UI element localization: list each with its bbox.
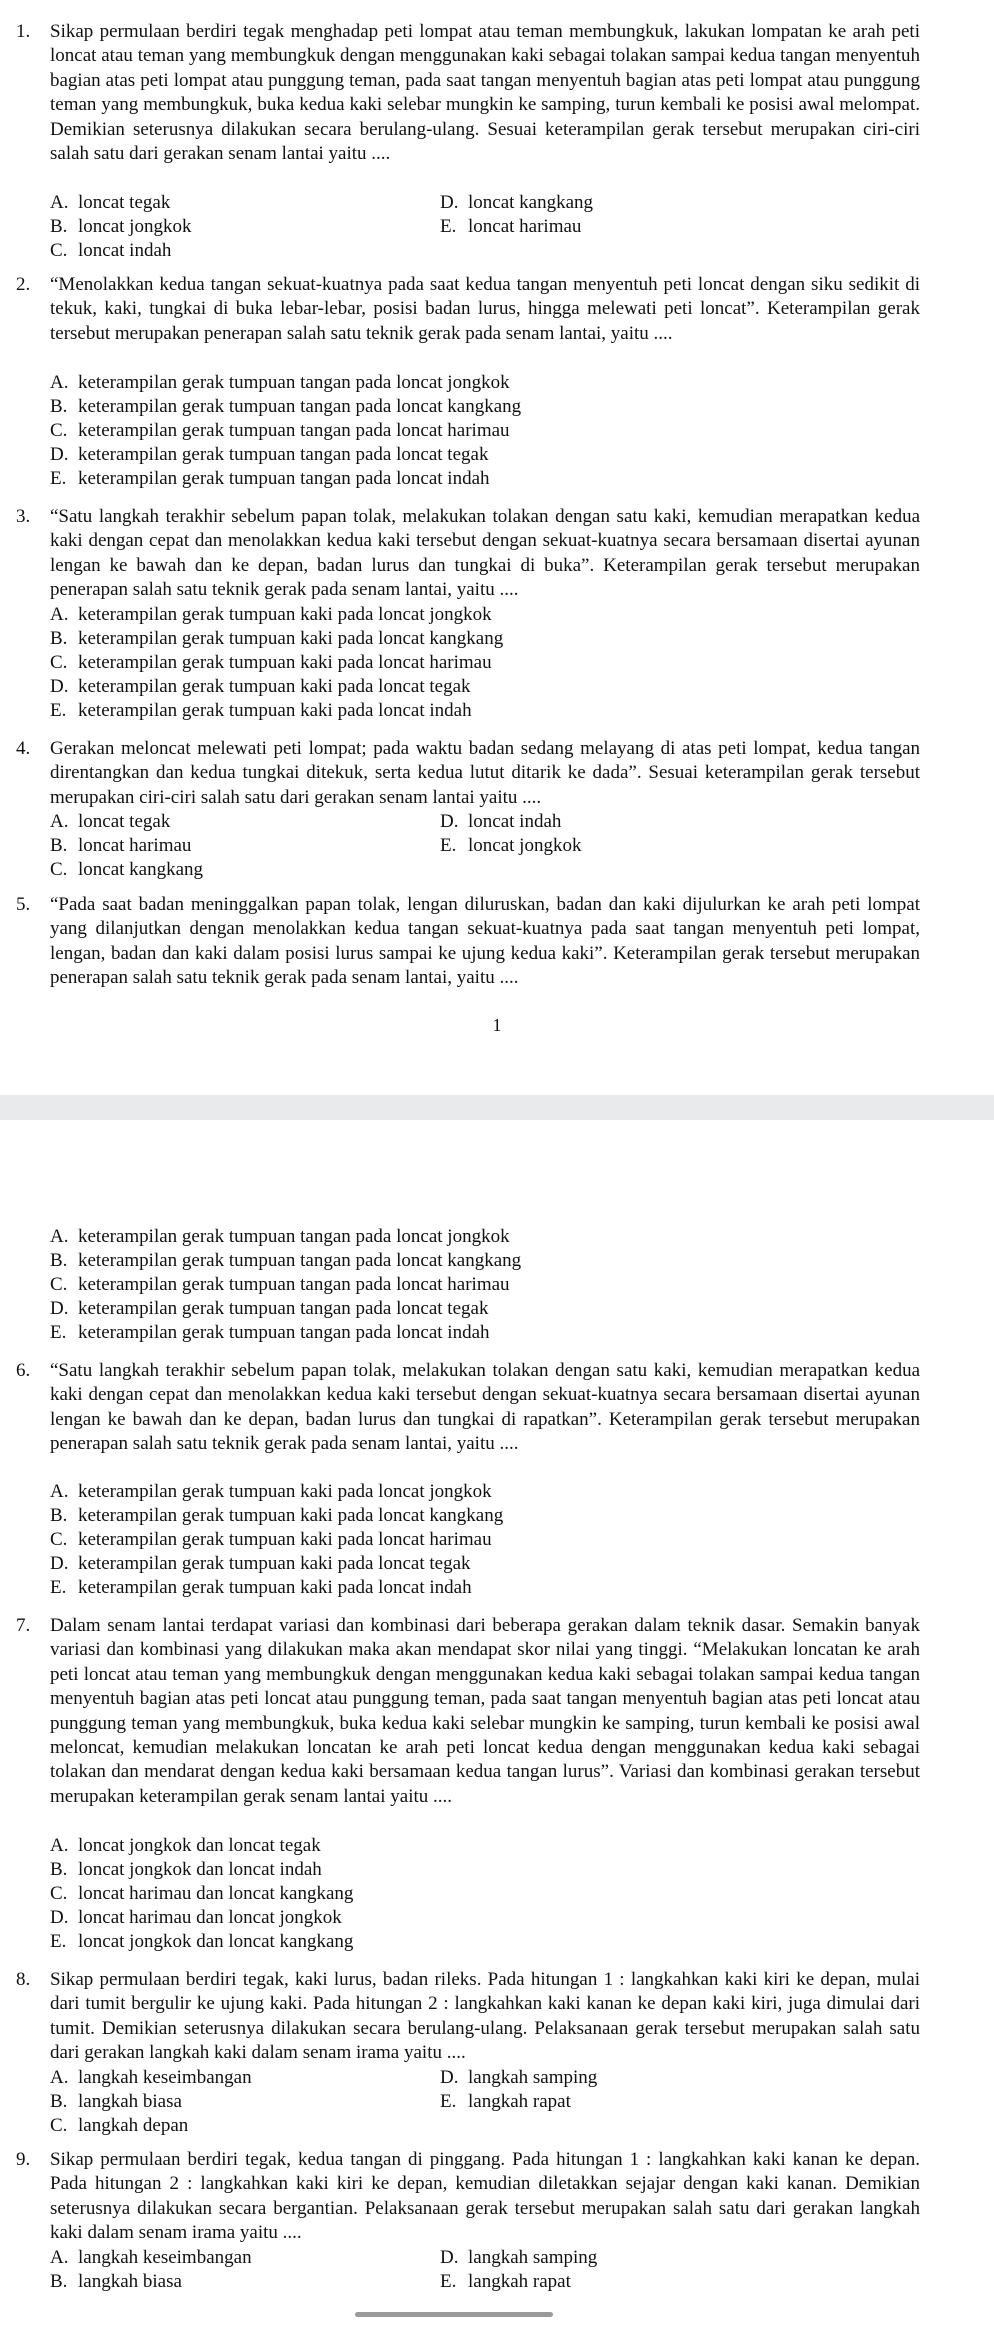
- option-b[interactable]: [50, 1249, 521, 1273]
- option-letter: C.: [50, 420, 68, 441]
- question-text: “Satu langkah terakhir sebelum papan tolak, melakukan tolakan dengan satu kaki, kemudian merapatkan kedua kaki dengan cepat dan menolakkan kedua kaki tersebut dengan sekuat-kuatnya secara bersamaan disertai ayunan lengan ke bawah dan ke depan, badan lurus dan tungkai di rapatkan”. Keterampilan gerak tersebut merupakan penerapan salah satu teknik gerak pada senam lantai, yaitu ....: [50, 1360, 920, 1455]
- option-text: langkah samping: [468, 2247, 598, 2268]
- option-text: keterampilan gerak tumpuan tangan pada loncat tegak: [78, 1298, 489, 1319]
- option-e[interactable]: [50, 1930, 353, 1954]
- question-text: Sikap permulaan berdiri tegak menghadap peti lompat atau teman membungkuk, lakukan lompatan ke arah peti loncat atau teman yang membungkuk dengan menggunakan kaki sebagai tolakan sampai kedua tangan menyentuh bagian atas peti lompat atau punggung teman, pada saat tangan menyentuh bagian atas peti lompat atau punggung teman yang membungkuk, buka kedua kaki selebar mungkin ke samping, turun kembali ke posisi awal melompat. Demikian seterusnya dilakukan secara berulang-ulang. Sesuai keterampilan gerak tersebut merupakan ciri-ciri salah satu dari gerakan senam lantai yaitu ....: [50, 21, 920, 165]
- option-letter: C.: [50, 652, 68, 673]
- option-b[interactable]: [50, 627, 503, 651]
- option-a[interactable]: [50, 2246, 252, 2270]
- option-letter: E.: [440, 835, 457, 856]
- option-letter: C.: [50, 2115, 68, 2136]
- option-d[interactable]: [50, 1906, 342, 1930]
- option-c[interactable]: [50, 1882, 353, 1906]
- option-text: langkah biasa: [78, 2091, 182, 2112]
- option-text: keterampilan gerak tumpuan kaki pada loncat harimau: [78, 652, 492, 673]
- option-text: loncat kangkang: [78, 859, 204, 880]
- option-text: keterampilan gerak tumpuan kaki pada loncat tegak: [78, 676, 471, 697]
- question-number: 6.: [16, 1360, 31, 1381]
- option-letter: D.: [50, 1298, 69, 1319]
- option-letter: A.: [50, 2067, 69, 2088]
- option-text: langkah rapat: [468, 2271, 571, 2292]
- option-c[interactable]: [50, 239, 171, 263]
- question-number: 9.: [16, 2149, 31, 2170]
- option-letter: D.: [440, 192, 459, 213]
- option-text: loncat tegak: [78, 192, 171, 213]
- option-text: keterampilan gerak tumpuan kaki pada loncat jongkok: [78, 604, 492, 625]
- option-c[interactable]: [50, 2114, 188, 2138]
- question-text: “Menolakkan kedua tangan sekuat-kuatnya pada saat kedua tangan menyentuh peti loncat dengan siku sedikit di tekuk, kaki, tungkai di buka lebar-lebar, posisi badan lurus, hingga melewati peti loncat”. Keterampilan gerak tersebut merupakan penerapan salah satu teknik gerak pada senam lantai, yaitu ....: [50, 274, 920, 344]
- question-number: 8.: [16, 1969, 31, 1990]
- option-b[interactable]: [50, 834, 191, 858]
- option-letter: D.: [50, 1907, 69, 1928]
- option-e[interactable]: [440, 834, 581, 858]
- option-letter: A.: [50, 1226, 69, 1247]
- option-letter: A.: [50, 1835, 69, 1856]
- option-text: loncat jongkok dan loncat indah: [78, 1859, 322, 1880]
- option-letter: A.: [50, 604, 69, 625]
- option-text: loncat harimau dan loncat kangkang: [78, 1883, 354, 1904]
- option-letter: E.: [440, 2091, 457, 2112]
- option-letter: D.: [50, 676, 69, 697]
- option-a[interactable]: [50, 371, 510, 395]
- option-letter: D.: [50, 444, 69, 465]
- option-text: keterampilan gerak tumpuan tangan pada loncat indah: [78, 1322, 490, 1343]
- option-letter: B.: [50, 628, 68, 649]
- option-letter: A.: [50, 372, 69, 393]
- option-text: keterampilan gerak tumpuan tangan pada loncat kangkang: [78, 396, 522, 417]
- page-number: 1: [492, 1015, 502, 1035]
- option-b[interactable]: [50, 1858, 322, 1882]
- option-text: keterampilan gerak tumpuan kaki pada loncat indah: [78, 700, 472, 721]
- option-a[interactable]: [50, 1480, 492, 1504]
- option-a[interactable]: [50, 1834, 321, 1858]
- option-text: keterampilan gerak tumpuan kaki pada loncat indah: [78, 1577, 472, 1598]
- option-letter: A.: [50, 192, 69, 213]
- option-letter: C.: [50, 1529, 68, 1550]
- option-letter: A.: [50, 2247, 69, 2268]
- question-number: 4.: [16, 738, 31, 759]
- option-e[interactable]: [50, 467, 490, 491]
- option-text: keterampilan gerak tumpuan tangan pada loncat jongkok: [78, 1226, 510, 1247]
- option-text: loncat indah: [78, 240, 172, 261]
- option-text: langkah keseimbangan: [78, 2247, 252, 2268]
- option-letter: C.: [50, 859, 68, 880]
- option-text: loncat harimau: [468, 216, 582, 237]
- option-letter: B.: [50, 835, 68, 856]
- page-separator: [0, 1095, 994, 1120]
- option-text: loncat indah: [468, 811, 562, 832]
- option-letter: E.: [50, 1322, 67, 1343]
- option-letter: A.: [50, 1481, 69, 1502]
- document-page-1: [0, 0, 994, 1095]
- option-text: keterampilan gerak tumpuan tangan pada loncat harimau: [78, 420, 510, 441]
- option-letter: B.: [50, 396, 68, 417]
- option-text: keterampilan gerak tumpuan tangan pada loncat kangkang: [78, 1250, 522, 1271]
- option-text: langkah samping: [468, 2067, 598, 2088]
- option-text: loncat kangkang: [468, 192, 594, 213]
- option-text: keterampilan gerak tumpuan tangan pada loncat harimau: [78, 1274, 510, 1295]
- option-letter: B.: [50, 216, 68, 237]
- option-letter: C.: [50, 1883, 68, 1904]
- option-text: loncat jongkok dan loncat kangkang: [78, 1931, 354, 1952]
- question-number: 7.: [16, 1615, 31, 1636]
- question-text: “Satu langkah terakhir sebelum papan tolak, melakukan tolakan dengan satu kaki, kemudian merapatkan kedua kaki dengan cepat dan menolakkan kedua kaki tersebut dengan sekuat-kuatnya secara bersamaan disertai ayunan lengan ke bawah dan ke depan, badan lurus dan tungkai di buka”. Keterampilan gerak tersebut merupakan penerapan salah satu teknik gerak pada senam lantai, yaitu ....: [50, 506, 920, 601]
- option-letter: E.: [440, 2271, 457, 2292]
- option-text: keterampilan gerak tumpuan tangan pada loncat tegak: [78, 444, 489, 465]
- option-letter: C.: [50, 1274, 68, 1295]
- option-e[interactable]: [50, 1576, 472, 1600]
- question-text: “Pada saat badan meninggalkan papan tolak, lengan diluruskan, badan dan kaki dijulurkan ke arah peti lompat yang dilanjutkan dengan menolakkan kedua tangan sekuat-kuatnya pada saat tangan menyentuh peti lompat, lengan, badan dan kaki dalam posisi lurus sampai ke ujung kedua kaki”. Keterampilan gerak tersebut merupakan penerapan salah satu teknik gerak pada senam lantai, yaitu ....: [50, 894, 920, 989]
- question-text: Sikap permulaan berdiri tegak, kaki lurus, badan rileks. Pada hitungan 1 : langkahkan kaki kiri ke depan, mulai dari tumit bergulir ke ujung kaki. Pada hitungan 2 : langkahkan kaki kanan ke depan kaki kiri, juga dimulai dari tumit. Demikian seterusnya dilakukan secara berulang-ulang. Pelaksanaan gerak tersebut merupakan salah satu dari gerakan langkah kaki dalam senam irama yaitu ....: [50, 1969, 920, 2064]
- option-letter: D.: [440, 811, 459, 832]
- option-a[interactable]: [50, 191, 170, 215]
- option-letter: E.: [440, 216, 457, 237]
- option-d[interactable]: [440, 2246, 597, 2270]
- option-text: loncat jongkok: [468, 835, 582, 856]
- option-letter: E.: [50, 1931, 67, 1952]
- option-text: keterampilan gerak tumpuan kaki pada loncat tegak: [78, 1553, 471, 1574]
- option-text: keterampilan gerak tumpuan tangan pada loncat jongkok: [78, 372, 510, 393]
- option-text: keterampilan gerak tumpuan kaki pada loncat kangkang: [78, 1505, 504, 1526]
- option-letter: A.: [50, 811, 69, 832]
- option-letter: D.: [50, 1553, 69, 1574]
- option-text: loncat tegak: [78, 811, 171, 832]
- question-number: 1.: [16, 21, 31, 42]
- option-a[interactable]: [50, 810, 170, 834]
- option-d[interactable]: [50, 1297, 488, 1321]
- option-text: loncat harimau dan loncat jongkok: [78, 1907, 342, 1928]
- option-d[interactable]: [440, 2066, 597, 2090]
- option-text: langkah biasa: [78, 2271, 182, 2292]
- option-letter: B.: [50, 2091, 68, 2112]
- option-c[interactable]: [50, 651, 492, 675]
- option-d[interactable]: [440, 191, 593, 215]
- option-text: keterampilan gerak tumpuan kaki pada loncat kangkang: [78, 628, 504, 649]
- option-c[interactable]: [50, 1273, 510, 1297]
- question-text: Dalam senam lantai terdapat variasi dan kombinasi dari beberapa gerakan dalam teknik dasar. Semakin banyak variasi dan kombinasi yang dilakukan maka akan mendapat skor nilai yang tinggi. “Melakukan loncatan ke arah peti loncat atau teman yang membungkuk dengan menggunakan kedua kaki sebagai tolakan sampai kedua tangan menyentuh bagian atas peti loncat atau punggung teman, pada saat tangan menyentuh bagian atas peti loncat atau punggung teman yang membungkuk, buka kedua kaki selebar mungkin ke samping, turun kembali ke posisi awal meloncat, kemudian melakukan loncatan ke arah peti loncat kedua dengan menggunakan kedua kaki sebagai tolakan dan mendarat dengan kedua kaki bersamaan kedua tangan lurus”. Variasi dan kombinasi gerakan tersebut merupakan keterampilan gerak senam lantai yaitu ....: [50, 1615, 920, 1807]
- option-b[interactable]: [50, 395, 521, 419]
- option-letter: B.: [50, 1859, 68, 1880]
- option-letter: E.: [50, 468, 67, 489]
- option-c[interactable]: [50, 858, 203, 882]
- option-e[interactable]: [50, 1321, 490, 1345]
- option-letter: D.: [440, 2067, 459, 2088]
- option-letter: E.: [50, 1577, 67, 1598]
- document-page-2: [0, 1120, 994, 2330]
- option-letter: B.: [50, 2271, 68, 2292]
- option-text: langkah keseimbangan: [78, 2067, 252, 2088]
- question-number: 2.: [16, 274, 31, 295]
- option-a[interactable]: [50, 2066, 252, 2090]
- question-number: 5.: [16, 894, 31, 915]
- option-text: keterampilan gerak tumpuan kaki pada loncat jongkok: [78, 1481, 492, 1502]
- option-e[interactable]: [440, 2090, 571, 2114]
- option-text: loncat harimau: [78, 835, 192, 856]
- option-d[interactable]: [50, 675, 471, 699]
- option-b[interactable]: [50, 2270, 182, 2294]
- option-a[interactable]: [50, 1225, 510, 1249]
- option-text: langkah depan: [78, 2115, 189, 2136]
- option-letter: B.: [50, 1250, 68, 1271]
- option-text: langkah rapat: [468, 2091, 571, 2112]
- option-d[interactable]: [440, 810, 561, 834]
- scroll-indicator[interactable]: [355, 2312, 553, 2317]
- option-b[interactable]: [50, 1504, 503, 1528]
- option-e[interactable]: [440, 215, 581, 239]
- option-c[interactable]: [50, 1528, 492, 1552]
- option-e[interactable]: [440, 2270, 571, 2294]
- option-c[interactable]: [50, 419, 510, 443]
- option-text: keterampilan gerak tumpuan tangan pada loncat indah: [78, 468, 490, 489]
- question-text: Sikap permulaan berdiri tegak, kedua tangan di pinggang. Pada hitungan 1 : langkahkan kaki kanan ke depan. Pada hitungan 2 : langkahkan kaki kiri ke depan, kemudian diletakkan sejajar dengan kaki kanan. Demikian seterusnya dilakukan secara bergantian. Pelaksanaan gerak tersebut merupakan salah satu dari gerakan langkah kaki dalam senam irama yaitu ....: [50, 2149, 920, 2244]
- question-text: Gerakan meloncat melewati peti lompat; pada waktu badan sedang melayang di atas peti lompat, kedua tangan direntangkan dan kedua tungkai ditekuk, serta kedua lutut ditarik ke dada”. Sesuai keterampilan gerak tersebut merupakan ciri-ciri salah satu dari gerakan senam lantai yaitu ....: [50, 738, 920, 808]
- option-letter: B.: [50, 1505, 68, 1526]
- option-a[interactable]: [50, 603, 492, 627]
- option-e[interactable]: [50, 699, 472, 723]
- question-number: 3.: [16, 506, 31, 527]
- option-text: loncat jongkok: [78, 216, 192, 237]
- option-text: keterampilan gerak tumpuan kaki pada loncat harimau: [78, 1529, 492, 1550]
- option-d[interactable]: [50, 1552, 471, 1576]
- option-letter: E.: [50, 700, 67, 721]
- option-b[interactable]: [50, 2090, 182, 2114]
- option-letter: C.: [50, 240, 68, 261]
- option-d[interactable]: [50, 443, 488, 467]
- option-letter: D.: [440, 2247, 459, 2268]
- option-text: loncat jongkok dan loncat tegak: [78, 1835, 321, 1856]
- option-b[interactable]: [50, 215, 191, 239]
